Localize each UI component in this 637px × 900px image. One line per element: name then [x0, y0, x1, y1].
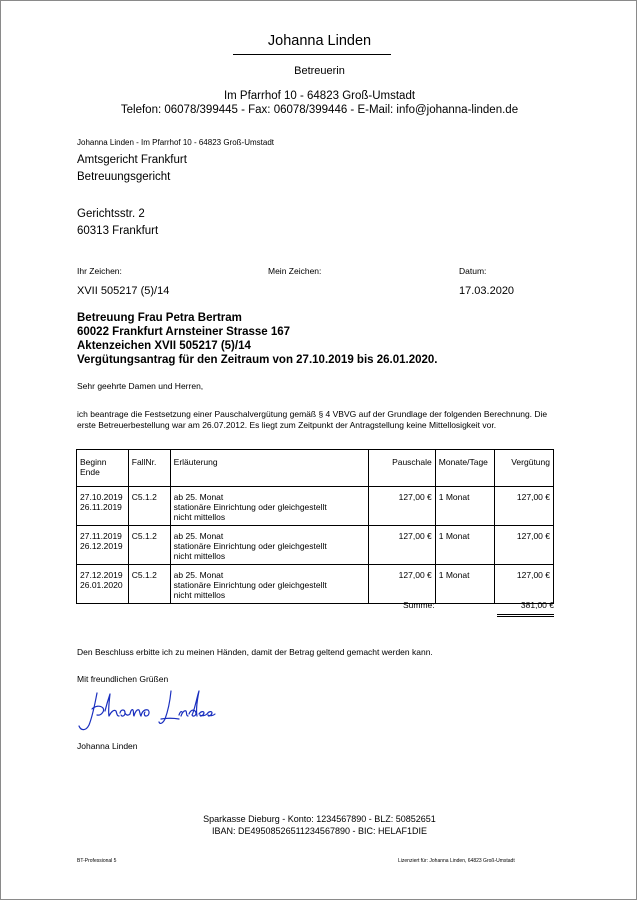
footnote-left: BT-Professional 5	[77, 858, 117, 864]
cell-erl-line2: stationäre Einrichtung oder gleichgestellt	[173, 502, 327, 512]
closing-text: Den Beschluss erbitte ich zu meinen Händen, damit der Betrag geltend gemacht werden kann.	[77, 647, 433, 657]
header-pauschale: Pauschale	[368, 450, 435, 487]
header-fallnr: FallNr.	[128, 450, 170, 487]
recipient-line1: Amtsgericht Frankfurt	[77, 154, 187, 166]
cell-ende: 26.12.2019	[80, 541, 123, 551]
cell-pauschale: 127,00 €	[368, 487, 435, 526]
footnote-right: Lizenziert für: Johanna Linden, 64823 Groß-Umstadt	[398, 858, 515, 864]
cell-fallnr: C5.1.2	[128, 487, 170, 526]
ref-datum-label: Datum:	[459, 266, 487, 276]
table-header-row	[77, 450, 554, 487]
recipient-street: Gerichtsstr. 2	[77, 208, 145, 220]
cell-verguetung: 127,00 €	[495, 565, 554, 604]
cell-erl-line2: stationäre Einrichtung oder gleichgestellt	[173, 580, 327, 590]
cell-verguetung: 127,00 €	[495, 487, 554, 526]
cell-pauschale: 127,00 €	[368, 526, 435, 565]
cell-erl-line3: nicht mittellos	[173, 590, 226, 600]
bank-line1: Sparkasse Dieburg - Konto: 1234567890 - BLZ: 50852651	[203, 814, 436, 824]
cell-erl-line2: stationäre Einrichtung oder gleichgestellt	[173, 541, 327, 551]
signer-name: Johanna Linden	[77, 741, 138, 751]
ref-datum-value: 17.03.2020	[459, 285, 515, 297]
table-row	[77, 526, 554, 565]
sum-label: Summe:	[403, 600, 435, 610]
table-row	[77, 565, 554, 604]
subject-line3: Aktenzeichen XVII 505217 (5)/14	[77, 340, 251, 352]
subject-line4: Vergütungsantrag für den Zeitraum von 27.10.2019 bis 26.01.2020.	[77, 354, 438, 366]
cell-fallnr: C5.1.2	[128, 565, 170, 604]
cell-erlaeuterung	[170, 487, 368, 526]
cell-monate: 1 Monat	[435, 565, 495, 604]
header-beginn-ende	[77, 450, 129, 487]
sum-double-underline	[497, 616, 554, 617]
cell-erl-line1: ab 25. Monat	[173, 492, 224, 502]
cell-erlaeuterung	[170, 526, 368, 565]
header-erlaeuterung: Erläuterung	[170, 450, 368, 487]
letterhead-rule	[233, 54, 391, 55]
ref-ihr-label: Ihr Zeichen:	[77, 266, 122, 276]
cell-beginn: 27.10.2019	[80, 492, 123, 502]
header-ende: Ende	[80, 467, 100, 477]
cell-fallnr: C5.1.2	[128, 526, 170, 565]
signature	[75, 685, 225, 740]
subject-line2: 60022 Frankfurt Arnsteiner Strasse 167	[77, 326, 291, 338]
letterhead-role: Betreuerin	[294, 65, 345, 77]
header-verguetung: Vergütung	[495, 450, 554, 487]
cell-ende: 26.11.2019	[80, 502, 122, 512]
letterhead-contact: Telefon: 06078/399445 - Fax: 06078/399446 - E-Mail: info@johanna-linden.de	[120, 104, 519, 116]
cell-ende: 26.01.2020	[80, 580, 123, 590]
greeting: Sehr geehrte Damen und Herren,	[77, 381, 204, 391]
cell-pauschale: 127,00 €	[368, 565, 435, 604]
signature-image	[75, 685, 225, 735]
fee-table	[76, 449, 554, 604]
header-monate: Monate/Tage	[435, 450, 495, 487]
cell-dates	[77, 526, 129, 565]
recipient-city: 60313 Frankfurt	[77, 225, 159, 237]
regards: Mit freundlichen Grüßen	[77, 674, 169, 684]
header-beginn: Beginn	[80, 457, 107, 467]
cell-erl-line1: ab 25. Monat	[173, 531, 224, 541]
cell-erlaeuterung	[170, 565, 368, 604]
table-row	[77, 487, 554, 526]
bank-line2: IBAN: DE49508526511234567890 - BIC: HELAF1DIE	[212, 826, 427, 836]
cell-erl-line3: nicht mittellos	[173, 551, 226, 561]
cell-erl-line1: ab 25. Monat	[173, 570, 224, 580]
cell-dates	[77, 487, 129, 526]
subject-line1: Betreuung Frau Petra Bertram	[77, 312, 242, 324]
cell-beginn: 27.11.2019	[80, 531, 122, 541]
cell-beginn: 27.12.2019	[80, 570, 123, 580]
ref-mein-label: Mein Zeichen:	[268, 266, 322, 276]
ref-ihr-value: XVII 505217 (5)/14	[77, 285, 170, 297]
sum-value: 381,00 €	[520, 600, 554, 610]
cell-monate: 1 Monat	[435, 487, 495, 526]
cell-monate: 1 Monat	[435, 526, 495, 565]
sender-line: Johanna Linden - Im Pfarrhof 10 - 64823 Groß-Umstadt	[77, 138, 274, 147]
cell-dates	[77, 565, 129, 604]
cell-erl-line3: nicht mittellos	[173, 512, 226, 522]
letterhead-address: Im Pfarrhof 10 - 64823 Groß-Umstadt	[223, 90, 416, 102]
body-text: ich beantrage die Festsetzung einer Pauschalvergütung gemäß § 4 VBVG auf der Grundlage der folgenden Berechnung. Die erste Betreuerbestellung war am 26.07.2012. Es liegt zum Zeitpunkt der Antragstellung keine Mittellosigkeit vor.	[77, 409, 548, 430]
cell-verguetung: 127,00 €	[495, 526, 554, 565]
sum-underline	[497, 614, 554, 615]
recipient-line2: Betreuungsgericht	[77, 171, 171, 183]
letterhead-name: Johanna Linden	[267, 33, 372, 49]
